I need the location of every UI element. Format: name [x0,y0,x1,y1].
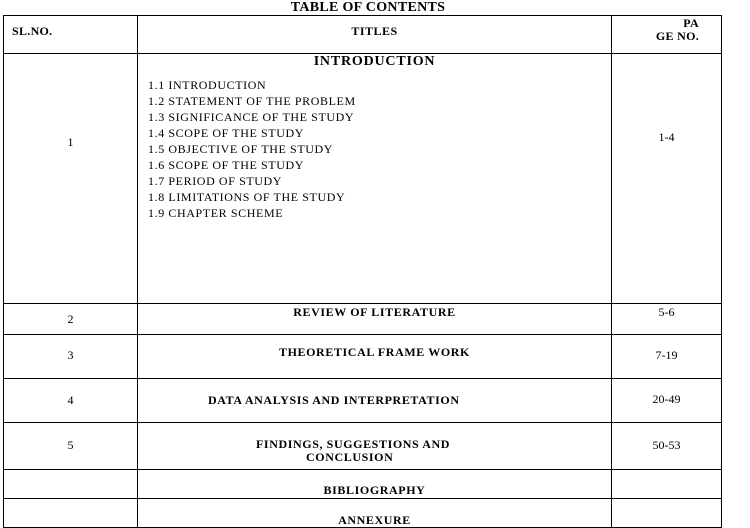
subsection-list [138,69,611,221]
table-row-bibliography [4,470,722,499]
subsection-item: 1.4 SCOPE OF THE STUDY [148,126,304,140]
chapter-4-pages: 20-49 [612,379,722,423]
header-row [4,16,722,54]
table-row-chapter-4 [4,379,722,423]
page-no-header [612,16,722,54]
chapter-4-title: DATA ANALYSIS AND INTERPRETATION [138,379,612,423]
page-no-header-line2: GE NO. [655,29,699,43]
titles-header: TITLES [138,16,612,54]
chapter-5-pages: 50-53 [612,423,722,470]
table-row-chapter-1 [4,54,722,304]
subsection-item: 1.1 INTRODUCTION [148,78,267,92]
subsection-item: 1.8 LIMITATIONS OF THE STUDY [148,190,346,204]
subsection-item: 1.7 PERIOD OF STUDY [148,174,283,188]
chapter-1-pages: 1-4 [612,54,722,304]
chapter-2-number: 2 [4,304,138,335]
table-row-annexure [4,499,722,528]
table-row-chapter-2 [4,304,722,335]
chapter-2-pages: 5-6 [612,304,722,335]
bibliography-number [4,470,138,499]
annexure-pages [612,499,722,528]
subsection-item: 1.6 SCOPE OF THE STUDY [148,158,304,172]
subsection-item: 1.9 CHAPTER SCHEME [148,206,284,220]
chapter-5-title-line1: FINDINGS, SUGGESTIONS AND [256,437,451,451]
chapter-5-title [138,423,612,470]
chapter-4-number: 4 [4,379,138,423]
chapter-5-title-line2: CONCLUSION [306,450,394,464]
chapter-1-heading: INTRODUCTION [313,54,436,69]
chapter-3-number: 3 [4,335,138,379]
chapter-3-title: THEORETICAL FRAME WORK [138,335,612,379]
chapter-2-title: REVIEW OF LITERATURE [138,304,612,335]
subsection-item: 1.3 SIGNIFICANCE OF THE STUDY [148,110,355,124]
contents-table [3,15,722,528]
subsection-item: 1.2 STATEMENT OF THE PROBLEM [148,94,356,108]
chapter-3-pages: 7-19 [612,335,722,379]
document-title: TABLE OF CONTENTS [290,0,446,15]
chapter-1-titles [138,54,612,304]
bibliography-pages [612,470,722,499]
subsection-item: 1.5 OBJECTIVE OF THE STUDY [148,142,334,156]
annexure-number [4,499,138,528]
chapter-1-number: 1 [4,54,138,304]
sl-no-header: SL.NO. [4,16,138,54]
table-row-chapter-3 [4,335,722,379]
annexure-title: ANNEXURE [138,499,612,528]
bibliography-title: BIBLIOGRAPHY [138,470,612,499]
page-no-header-line1: PA [683,16,699,30]
table-row-chapter-5 [4,423,722,470]
chapter-5-number: 5 [4,423,138,470]
